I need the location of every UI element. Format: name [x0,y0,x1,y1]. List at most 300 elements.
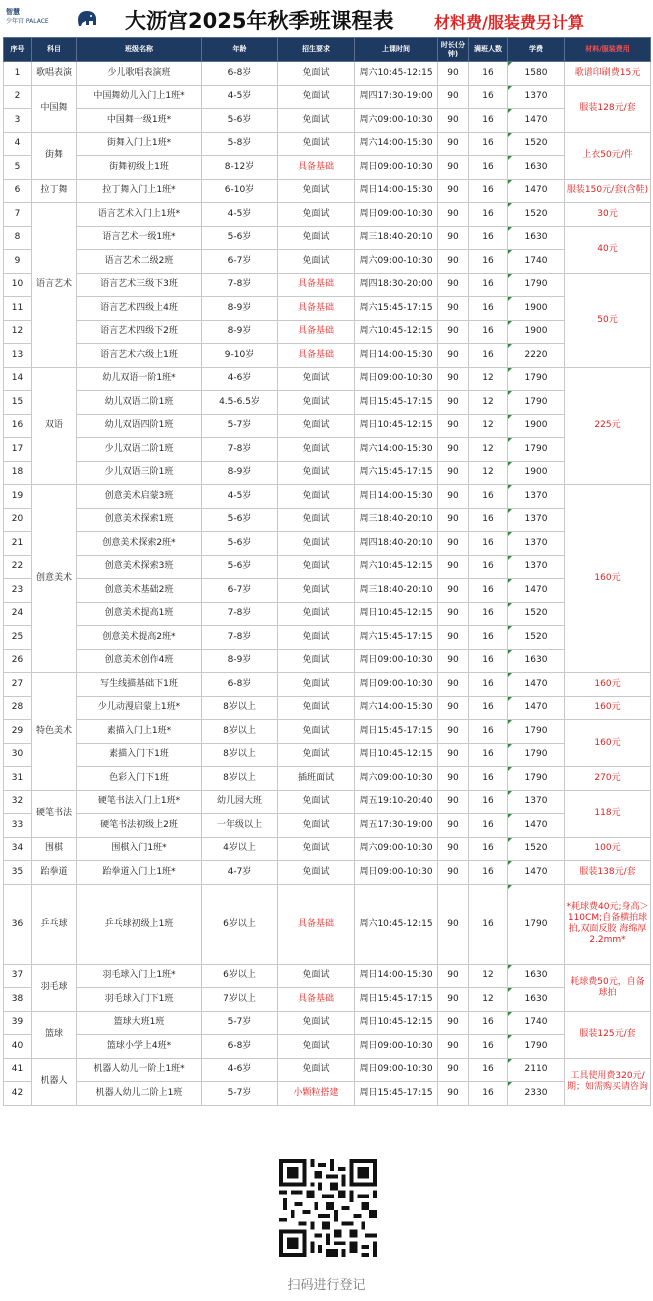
table-row [4,414,651,438]
cell-no: 27 [4,673,32,697]
cell-material-fee: 118元 [565,790,651,837]
col-header-duration: 时长(分钟) [438,38,469,62]
cell-class: 语言艺术一级1班* [77,226,202,250]
cell-age: 4-6岁 [202,367,278,391]
cell-duration: 90 [438,414,469,438]
cell-material-fee: 225元 [565,367,651,485]
cell-capacity: 12 [469,367,508,391]
table-row [4,743,651,767]
cell-no: 4 [4,132,32,156]
table-row [4,226,651,250]
cell-no: 10 [4,273,32,297]
cell-capacity: 16 [469,532,508,556]
cell-subject: 语言艺术 [32,203,77,368]
cell-no: 8 [4,226,32,250]
cell-time: 周日09:00-10:30 [355,367,438,391]
cell-class: 少儿双语二阶1班 [77,438,202,462]
col-header-capacity: 满班人数 [469,38,508,62]
cell-tuition: 1790 [508,438,565,462]
cell-class: 硬笔书法入门上1班* [77,790,202,814]
cell-time: 周五19:10-20:40 [355,790,438,814]
cell-requirement: 免面试 [278,602,355,626]
cell-time: 周日10:45-12:15 [355,743,438,767]
cell-tuition: 1370 [508,790,565,814]
col-header-tuition: 学费 [508,38,565,62]
table-row [4,964,651,988]
cell-time: 周四18:30-20:00 [355,273,438,297]
cell-capacity: 16 [469,62,508,86]
cell-tuition: 1520 [508,203,565,227]
cell-class: 创意美术提高1班 [77,602,202,626]
cell-time: 周日09:00-10:30 [355,649,438,673]
cell-age: 一年级以上 [202,814,278,838]
cell-tuition: 1470 [508,861,565,885]
cell-requirement: 免面试 [278,532,355,556]
schedule-table [3,37,651,1106]
cell-class: 硬笔书法初级上2班 [77,814,202,838]
table-body [4,62,651,1106]
cell-no: 36 [4,884,32,964]
cell-subject: 双语 [32,367,77,485]
cell-requirement: 免面试 [278,673,355,697]
cell-class: 少儿双语三阶1班 [77,461,202,485]
cell-time: 周六09:00-10:30 [355,837,438,861]
cell-duration: 90 [438,1082,469,1106]
cell-duration: 90 [438,109,469,133]
cell-time: 周日14:00-15:30 [355,344,438,368]
cell-requirement: 免面试 [278,391,355,415]
table-row [4,1082,651,1106]
cell-time: 周六10:45-12:15 [355,555,438,579]
cell-class: 羽毛球入门下1班 [77,988,202,1012]
table-row [4,62,651,86]
cell-capacity: 16 [469,790,508,814]
cell-requirement: 免面试 [278,837,355,861]
cell-age: 4-5岁 [202,485,278,509]
cell-age: 8岁以上 [202,743,278,767]
cell-capacity: 16 [469,132,508,156]
cell-tuition: 1470 [508,673,565,697]
cell-time: 周日10:45-12:15 [355,602,438,626]
cell-class: 中国舞幼儿入门上1班* [77,85,202,109]
cell-duration: 90 [438,626,469,650]
cell-age: 4-5岁 [202,85,278,109]
cell-requirement: 具备基础 [278,320,355,344]
cell-tuition: 1370 [508,532,565,556]
cell-no: 41 [4,1058,32,1082]
cell-no: 2 [4,85,32,109]
table-row [4,602,651,626]
cell-duration: 90 [438,367,469,391]
table-row [4,132,651,156]
cell-capacity: 16 [469,485,508,509]
cell-capacity: 16 [469,109,508,133]
table-row [4,988,651,1012]
cell-time: 周日09:00-10:30 [355,1035,438,1059]
cell-requirement: 免面试 [278,85,355,109]
cell-requirement: 具备基础 [278,988,355,1012]
cell-requirement: 具备基础 [278,273,355,297]
col-header-subject: 科目 [32,38,77,62]
cell-no: 20 [4,508,32,532]
cell-capacity: 16 [469,743,508,767]
cell-tuition: 1630 [508,226,565,250]
col-header-class: 班级名称 [77,38,202,62]
cell-tuition: 1790 [508,743,565,767]
cell-tuition: 1520 [508,132,565,156]
cell-capacity: 16 [469,1035,508,1059]
cell-duration: 90 [438,814,469,838]
cell-no: 17 [4,438,32,462]
cell-class: 幼儿双语一阶1班* [77,367,202,391]
cell-tuition: 1900 [508,297,565,321]
cell-material-fee: 160元 [565,485,651,673]
logo-line2: 少年宫 PALACE [6,18,49,25]
cell-tuition: 1470 [508,814,565,838]
cell-time: 周六14:00-15:30 [355,438,438,462]
cell-duration: 90 [438,988,469,1012]
table-row [4,1035,651,1059]
cell-time: 周日10:45-12:15 [355,1011,438,1035]
cell-duration: 90 [438,720,469,744]
col-header-requirement: 招生要求 [278,38,355,62]
cell-age: 6-8岁 [202,673,278,697]
cell-tuition: 1470 [508,179,565,203]
cell-tuition: 1740 [508,250,565,274]
cell-requirement: 免面试 [278,814,355,838]
table-header-row [4,38,651,62]
cell-tuition: 1900 [508,461,565,485]
cell-tuition: 1370 [508,508,565,532]
cell-tuition: 1520 [508,837,565,861]
table-row [4,438,651,462]
cell-class: 写生线描基础下1班 [77,673,202,697]
cell-capacity: 12 [469,461,508,485]
cell-no: 38 [4,988,32,1012]
cell-time: 周日09:00-10:30 [355,156,438,180]
cell-tuition: 2330 [508,1082,565,1106]
cell-duration: 90 [438,344,469,368]
cell-requirement: 免面试 [278,1035,355,1059]
cell-age: 5-6岁 [202,532,278,556]
cell-duration: 90 [438,273,469,297]
cell-tuition: 1580 [508,62,565,86]
cell-age: 4-6岁 [202,1058,278,1082]
cell-no: 24 [4,602,32,626]
cell-no: 25 [4,626,32,650]
cell-no: 39 [4,1011,32,1035]
table-row [4,767,651,791]
cell-no: 15 [4,391,32,415]
cell-material-fee: 耗球费50元，自备球拍 [565,964,651,1011]
cell-time: 周六09:00-10:30 [355,250,438,274]
cell-requirement: 具备基础 [278,344,355,368]
cell-capacity: 16 [469,508,508,532]
cell-no: 3 [4,109,32,133]
cell-class: 创意美术创作4班 [77,649,202,673]
cell-age: 幼儿园大班 [202,790,278,814]
cell-duration: 90 [438,532,469,556]
cell-duration: 90 [438,767,469,791]
cell-requirement: 免面试 [278,720,355,744]
cell-requirement: 免面试 [278,649,355,673]
cell-no: 28 [4,696,32,720]
table-row [4,461,651,485]
cell-age: 8岁以上 [202,696,278,720]
cell-requirement: 免面试 [278,579,355,603]
cell-tuition: 1630 [508,649,565,673]
cell-no: 18 [4,461,32,485]
table-row [4,861,651,885]
cell-capacity: 16 [469,579,508,603]
cell-class: 机器人幼儿二阶上1班 [77,1082,202,1106]
logo-line1: 智慧 [6,8,20,16]
cell-duration: 90 [438,673,469,697]
cell-tuition: 1790 [508,720,565,744]
cell-time: 周五17:30-19:00 [355,814,438,838]
cell-capacity: 16 [469,767,508,791]
cell-class: 语言艺术四级上4班 [77,297,202,321]
cell-subject: 创意美术 [32,485,77,673]
cell-time: 周三18:40-20:10 [355,579,438,603]
cell-class: 素描入门上1班* [77,720,202,744]
cell-duration: 90 [438,132,469,156]
cell-no: 42 [4,1082,32,1106]
cell-class: 跆拳道入门上1班* [77,861,202,885]
cell-requirement: 免面试 [278,861,355,885]
cell-duration: 90 [438,1011,469,1035]
cell-tuition: 1740 [508,1011,565,1035]
cell-no: 13 [4,344,32,368]
cell-tuition: 1790 [508,367,565,391]
cell-time: 周日15:45-17:15 [355,1082,438,1106]
cell-material-fee: 服装128元/套 [565,85,651,132]
cell-material-fee: 工具使用费320元/期；如需购买请咨询 [565,1058,651,1105]
cell-tuition: 1520 [508,602,565,626]
cell-capacity: 16 [469,602,508,626]
cell-requirement: 免面试 [278,132,355,156]
col-header-no: 序号 [4,38,32,62]
cell-time: 周日09:00-10:30 [355,673,438,697]
cell-requirement: 免面试 [278,109,355,133]
cell-subject: 乒乓球 [32,884,77,964]
table-row [4,790,651,814]
cell-no: 19 [4,485,32,509]
table-row [4,156,651,180]
cell-subject: 硬笔书法 [32,790,77,837]
cell-capacity: 16 [469,626,508,650]
cell-time: 周六15:45-17:15 [355,297,438,321]
table-row [4,555,651,579]
cell-subject: 拉丁舞 [32,179,77,203]
cell-material-fee: *耗球费40元;身高＞110CM;自备横拍球拍,双面反胶 海绵厚2.2mm* [565,884,651,964]
cell-no: 22 [4,555,32,579]
cell-class: 中国舞一级1班* [77,109,202,133]
cell-no: 11 [4,297,32,321]
cell-requirement: 免面试 [278,743,355,767]
cell-capacity: 16 [469,814,508,838]
cell-duration: 90 [438,85,469,109]
cell-no: 23 [4,579,32,603]
cell-no: 40 [4,1035,32,1059]
cell-no: 31 [4,767,32,791]
cell-no: 32 [4,790,32,814]
cell-tuition: 1900 [508,320,565,344]
cell-class: 街舞入门上1班* [77,132,202,156]
cell-requirement: 免面试 [278,203,355,227]
cell-capacity: 16 [469,156,508,180]
table-row [4,626,651,650]
cell-material-fee: 50元 [565,273,651,367]
cell-material-fee: 歌谱印刷费15元 [565,62,651,86]
cell-material-fee: 160元 [565,696,651,720]
cell-age: 8-9岁 [202,320,278,344]
qr-caption: 扫码进行登记 [287,1278,366,1293]
page-title: 大沥宫2025年秋季班课程表 [125,9,394,33]
table-row [4,884,651,964]
cell-age: 6-7岁 [202,579,278,603]
cell-no: 1 [4,62,32,86]
cell-age: 4岁以上 [202,837,278,861]
cell-time: 周日14:00-15:30 [355,485,438,509]
cell-time: 周日09:00-10:30 [355,203,438,227]
cell-subject: 特色美术 [32,673,77,791]
cell-subject: 羽毛球 [32,964,77,1011]
cell-capacity: 16 [469,203,508,227]
cell-class: 围棋入门1班* [77,837,202,861]
cell-capacity: 16 [469,1082,508,1106]
cell-tuition: 1370 [508,555,565,579]
cell-class: 语言艺术二级2班 [77,250,202,274]
cell-time: 周日14:00-15:30 [355,179,438,203]
cell-requirement: 免面试 [278,1058,355,1082]
cell-tuition: 1630 [508,156,565,180]
cell-requirement: 免面试 [278,1011,355,1035]
cell-age: 6岁以上 [202,964,278,988]
cell-duration: 90 [438,250,469,274]
cell-subject: 中国舞 [32,85,77,132]
cell-material-fee: 服装138元/套 [565,861,651,885]
cell-requirement: 小颗粒搭建 [278,1082,355,1106]
cell-tuition: 1790 [508,273,565,297]
cell-no: 14 [4,367,32,391]
cell-class: 色彩入门下1班 [77,767,202,791]
cell-duration: 90 [438,790,469,814]
cell-class: 语言艺术六级上1班 [77,344,202,368]
cell-class: 语言艺术入门上1班* [77,203,202,227]
cell-material-fee: 30元 [565,203,651,227]
cell-tuition: 1470 [508,696,565,720]
cell-subject: 机器人 [32,1058,77,1105]
cell-duration: 90 [438,461,469,485]
cell-material-fee: 270元 [565,767,651,791]
cell-age: 7-8岁 [202,273,278,297]
cell-class: 篮球大班1班 [77,1011,202,1035]
cell-time: 周四18:40-20:10 [355,532,438,556]
cell-capacity: 16 [469,85,508,109]
cell-age: 7岁以上 [202,988,278,1012]
cell-duration: 90 [438,579,469,603]
cell-age: 9-10岁 [202,344,278,368]
table-row [4,837,651,861]
cell-age: 6-10岁 [202,179,278,203]
table-row [4,179,651,203]
col-header-material-fee: 材料/服装费用 [565,38,651,62]
cell-age: 7-8岁 [202,602,278,626]
cell-time: 周日10:45-12:15 [355,414,438,438]
table-row [4,814,651,838]
cell-requirement: 插班面试 [278,767,355,791]
cell-class: 幼儿双语二阶1班 [77,391,202,415]
cell-capacity: 16 [469,320,508,344]
cell-class: 创意美术探索1班 [77,508,202,532]
cell-material-fee: 服装125元/套 [565,1011,651,1058]
cell-tuition: 1470 [508,579,565,603]
cell-time: 周四17:30-19:00 [355,85,438,109]
cell-class: 乒乓球初级上1班 [77,884,202,964]
cell-age: 7-8岁 [202,626,278,650]
cell-requirement: 具备基础 [278,156,355,180]
table-row [4,485,651,509]
cell-age: 5-7岁 [202,1011,278,1035]
cell-tuition: 1520 [508,626,565,650]
cell-time: 周日15:45-17:15 [355,391,438,415]
cell-class: 创意美术基础2班 [77,579,202,603]
cell-time: 周日09:00-10:30 [355,1058,438,1082]
cell-duration: 90 [438,297,469,321]
table-row [4,696,651,720]
cell-subject: 歌唱表演 [32,62,77,86]
table-row [4,273,651,297]
cell-time: 周六10:45-12:15 [355,884,438,964]
cell-age: 8岁以上 [202,767,278,791]
cell-age: 7-8岁 [202,438,278,462]
cell-no: 5 [4,156,32,180]
table-row [4,367,651,391]
cell-requirement: 免面试 [278,250,355,274]
cell-capacity: 16 [469,720,508,744]
table-row [4,297,651,321]
cell-capacity: 12 [469,988,508,1012]
cell-class: 创意美术提高2班* [77,626,202,650]
cell-duration: 90 [438,696,469,720]
cell-duration: 90 [438,743,469,767]
cell-age: 5-7岁 [202,414,278,438]
cell-duration: 90 [438,179,469,203]
cell-age: 8岁以上 [202,720,278,744]
cell-requirement: 免面试 [278,367,355,391]
cell-duration: 90 [438,884,469,964]
cell-capacity: 16 [469,673,508,697]
table-row [4,320,651,344]
cell-class: 街舞初级上1班 [77,156,202,180]
cell-time: 周六14:00-15:30 [355,696,438,720]
col-header-age: 年龄 [202,38,278,62]
cell-requirement: 免面试 [278,696,355,720]
cell-requirement: 免面试 [278,62,355,86]
logo [6,7,102,31]
cell-requirement: 免面试 [278,461,355,485]
cell-tuition: 1790 [508,391,565,415]
cell-time: 周六15:45-17:15 [355,626,438,650]
cell-time: 周六10:45-12:15 [355,320,438,344]
cell-age: 5-6岁 [202,226,278,250]
page-subtitle: 材料费/服装费另计算 [434,13,584,32]
cell-time: 周六09:00-10:30 [355,767,438,791]
cell-duration: 90 [438,156,469,180]
cell-duration: 90 [438,861,469,885]
cell-tuition: 1900 [508,414,565,438]
